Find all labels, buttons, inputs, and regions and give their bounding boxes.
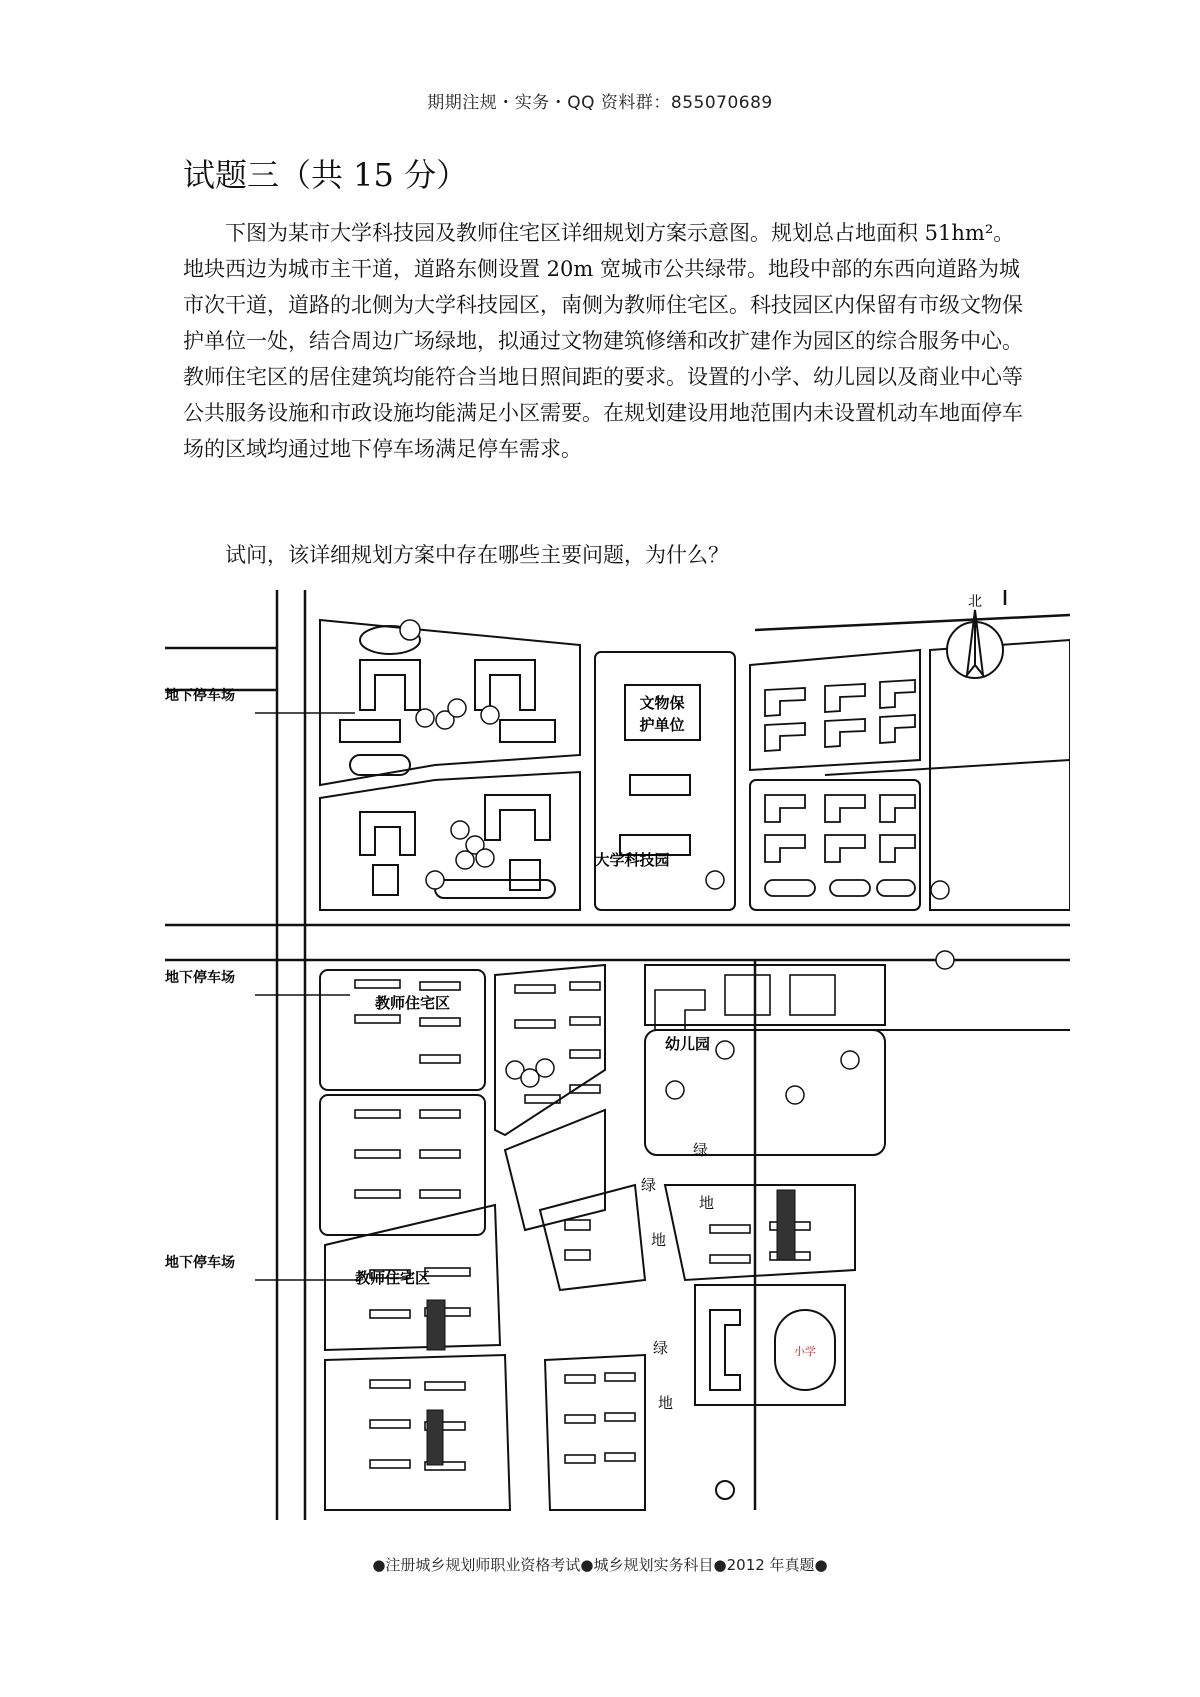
underground-parking-label-1: 地下停车场 <box>165 688 235 704</box>
underground-parking-label-3: 地下停车场 <box>165 1255 235 1271</box>
kindergarten-label: 幼儿园 <box>665 1035 711 1053</box>
green-label-a-1: 绿 <box>641 1176 657 1194</box>
site-plan-svg <box>165 590 1070 1520</box>
cultural-relic-label-1: 文物保 <box>639 694 685 712</box>
question-paragraph <box>183 215 1023 467</box>
green-label-a-2: 地 <box>651 1231 667 1249</box>
question-title: 试题三（共 15 分） <box>183 156 469 194</box>
green-label-c-1: 绿 <box>653 1339 669 1357</box>
teacher-housing-label-1: 教师住宅区 <box>375 994 451 1012</box>
tech-park-label: 大学科技园 <box>594 851 670 869</box>
cultural-relic-label-2: 护单位 <box>639 716 685 734</box>
green-label-b-1: 绿 <box>693 1141 709 1159</box>
site-plan-map <box>165 590 1070 1520</box>
green-label-c-2: 地 <box>658 1394 674 1412</box>
question-prompt-text: 试问，该详细规划方案中存在哪些主要问题，为什么？ <box>225 543 729 567</box>
question-prompt <box>183 537 1023 573</box>
question-paragraph-text: 下图为某市大学科技园及教师住宅区详细规划方案示意图。规划总占地面积 51hm²。地块西边为城市主干道，道路东侧设置 20m 宽城市公共绿带。地段中部的东西向道路为城市次干道，道路的北侧为大学科技园区，南侧为教师住宅区。科技园区内保留有市级文物保护单位一处，结合周边广场绿地，拟通过文物建筑修缮和改扩建作为园区的综合服务中心。教师住宅区的居住建筑均能符合当地日照间距的要求。设置的小学、幼儿园以及商业中心等公共服务设施和市政设施均能满足小区需要。在规划建设用地范围内未设置机动车地面停车场的区域均通过地下停车场满足停车需求。 <box>183 221 1023 461</box>
teacher-housing-label-2: 教师住宅区 <box>355 1269 431 1287</box>
green-label-b-2: 地 <box>699 1194 715 1212</box>
north-label: 北 <box>968 594 982 610</box>
page-header: 期期注规・实务・QQ 资料群：855070689 <box>427 93 773 113</box>
primary-school-label: 小学 <box>794 1345 816 1358</box>
underground-parking-label-2: 地下停车场 <box>165 970 235 986</box>
page-footer: ●注册城乡规划师职业资格考试●城乡规划实务科目●2012 年真题● <box>372 1556 828 1574</box>
